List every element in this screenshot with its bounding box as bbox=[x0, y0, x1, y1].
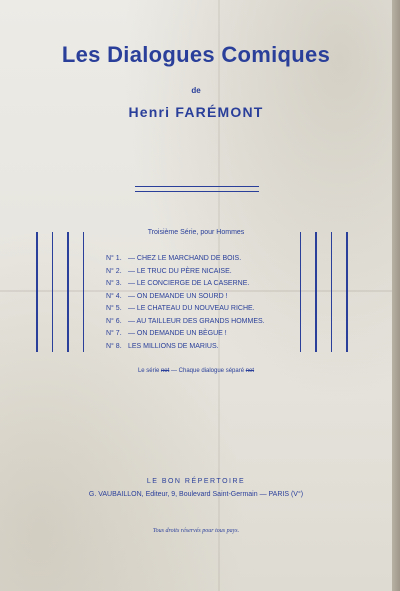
author-first-name: Henri bbox=[128, 104, 171, 120]
ornament-bar bbox=[67, 232, 69, 352]
list-item bbox=[106, 266, 306, 279]
list-item bbox=[106, 328, 306, 341]
item-title: — ON DEMANDE UN SOURD ! bbox=[127, 292, 228, 300]
binding-edge bbox=[392, 0, 400, 591]
ornament-bar bbox=[315, 232, 317, 352]
list-item bbox=[106, 303, 306, 316]
ornament-bar bbox=[346, 232, 348, 352]
ornament-bar bbox=[83, 232, 84, 352]
item-title: LES MILLIONS DE MARIUS. bbox=[127, 342, 219, 350]
price-separator: — Chaque dialogue séparé bbox=[170, 368, 245, 374]
item-number: N° 7. bbox=[106, 330, 122, 337]
price-line bbox=[0, 368, 392, 374]
price-each-value: net bbox=[245, 368, 255, 374]
item-title: — LE TRUC DU PÈRE NICAISE. bbox=[127, 267, 232, 275]
item-number: N° 4. bbox=[106, 292, 122, 300]
price-series-value: net bbox=[160, 368, 170, 374]
publisher-address: G. VAUBAILLON, Editeur, 9, Boulevard Saint-Germain — PARIS (V°) bbox=[88, 491, 304, 498]
list-item bbox=[106, 253, 306, 266]
series-heading: Troisième Série, pour Hommes bbox=[147, 229, 245, 236]
rights-notice: Tous droits réservés pour tous pays. bbox=[152, 528, 240, 534]
item-title: — AU TAILLEUR DES GRANDS HOMMES. bbox=[127, 317, 265, 325]
item-number: N° 2. bbox=[106, 267, 122, 275]
item-title: — ON DEMANDE UN BÈGUE ! bbox=[127, 330, 227, 337]
price-series-label: Le série bbox=[137, 368, 160, 374]
item-number: N° 3. bbox=[106, 280, 122, 287]
list-item bbox=[106, 278, 306, 291]
item-number: N° 1. bbox=[106, 255, 122, 262]
ornament-bar bbox=[36, 232, 38, 352]
item-title: — CHEZ LE MARCHAND DE BOIS. bbox=[127, 255, 242, 262]
left-ornament-bars bbox=[36, 232, 96, 352]
ornament-bar bbox=[52, 232, 53, 352]
item-number: N° 8. bbox=[106, 342, 122, 350]
item-number: N° 6. bbox=[106, 317, 122, 325]
author-last-name: FARÉMONT bbox=[175, 104, 264, 120]
item-number: N° 5. bbox=[106, 305, 122, 312]
author-preposition: de bbox=[191, 86, 201, 95]
publisher-name: LE BON RÉPERTOIRE bbox=[146, 478, 246, 485]
item-title: — LE CONCIERGE DE LA CASERNE. bbox=[127, 280, 250, 287]
author-name bbox=[0, 104, 392, 120]
list-item bbox=[106, 316, 306, 329]
list-item bbox=[106, 341, 306, 354]
divider-rule-top bbox=[135, 186, 259, 187]
item-title: — LE CHATEAU DU NOUVEAU RICHE. bbox=[127, 305, 255, 312]
list-item bbox=[106, 291, 306, 304]
ornament-bar bbox=[331, 232, 332, 352]
divider-rule-bottom bbox=[135, 191, 259, 192]
dialogue-list bbox=[106, 253, 306, 353]
right-ornament-bars bbox=[300, 232, 360, 352]
book-title: Les Dialogues Comiques bbox=[61, 42, 331, 67]
